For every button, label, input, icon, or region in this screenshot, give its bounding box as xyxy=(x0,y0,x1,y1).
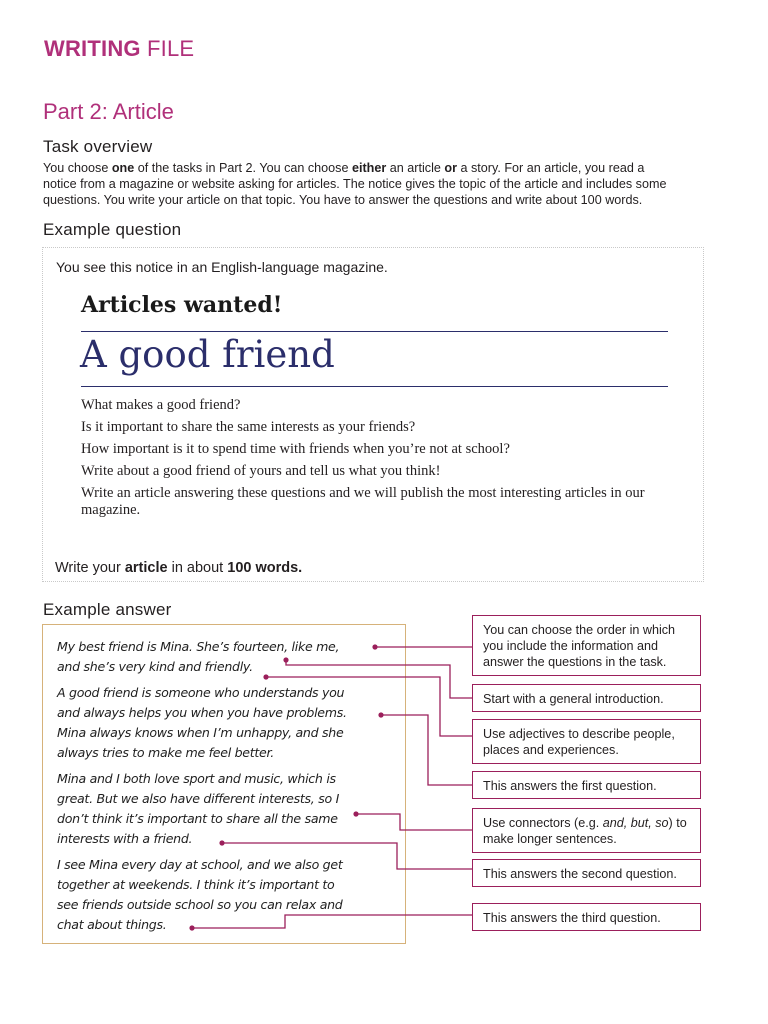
connector-line xyxy=(356,814,472,830)
annotation-note: Start with a general introduction. xyxy=(472,684,701,712)
annotation-note: This answers the second question. xyxy=(472,859,701,887)
connector-line xyxy=(381,715,472,785)
annotation-note: Use connectors (e.g. and, but, so) to make longer sentences. xyxy=(472,808,701,853)
notice-question: How important is it to spend time with friends when you’re not at school? xyxy=(81,441,510,457)
answer-line: Mina always knows when I’m unhappy, and she xyxy=(57,725,344,740)
answer-line: and always helps you when you have problems. xyxy=(57,705,347,720)
notice-question: Write about a good friend of yours and tell us what you think! xyxy=(81,463,441,479)
header-bold: WRITING xyxy=(44,36,141,61)
example-question-heading: Example question xyxy=(43,220,182,239)
connector-line xyxy=(266,677,472,736)
notice-title: A good friend xyxy=(80,333,335,376)
answer-line: see friends outside school so you can relax and xyxy=(57,897,343,912)
notice-intro: You see this notice in an English-language magazine. xyxy=(56,259,388,275)
answer-line: always tries to make me feel better. xyxy=(57,745,274,760)
answer-line: chat about things. xyxy=(57,917,167,932)
notice-question: Write an article answering these questions and we will publish the most interesting articles in our magazine. xyxy=(81,485,645,518)
task-overview-text: You choose one of the tasks in Part 2. You can choose either an article or a story. For an article, you read a notice from a magazine or website asking for articles. The notice gives the topic of the article and includes some questions. You write your article on that topic. You have to answer the questions and write about 100 words. xyxy=(43,161,667,207)
answer-line: don’t think it’s important to share all the same xyxy=(57,811,338,826)
answer-line: I see Mina every day at school, and we also get xyxy=(57,857,343,872)
annotation-note: This answers the first question. xyxy=(472,771,701,799)
notice-question: What makes a good friend? xyxy=(81,397,241,413)
connector-line xyxy=(286,660,472,698)
answer-line: interests with a friend. xyxy=(57,831,193,846)
connector-dot xyxy=(372,644,377,649)
annotation-note: Use adjectives to describe people, places and experiences. xyxy=(472,719,701,764)
connector-dot xyxy=(353,811,358,816)
instruction-text: Write your article in about 100 words. xyxy=(55,560,303,576)
answer-line: A good friend is someone who understands you xyxy=(57,685,345,700)
page-title: Part 2: Article xyxy=(43,99,174,124)
connector-dot xyxy=(219,840,224,845)
annotation-note: This answers the third question. xyxy=(472,903,701,931)
notice-question: Is it important to share the same interests as your friends? xyxy=(81,419,416,435)
answer-line: great. But we also have different interests, so I xyxy=(57,791,339,806)
example-answer-heading: Example answer xyxy=(43,600,172,619)
connector-dot xyxy=(378,712,383,717)
connector-line xyxy=(222,843,472,869)
connector-line xyxy=(192,915,472,928)
answer-line: Mina and I both love sport and music, which is xyxy=(57,771,336,786)
notice-heading: Articles wanted! xyxy=(81,292,283,318)
connector-dot xyxy=(263,674,268,679)
answer-line: My best friend is Mina. She’s fourteen, like me, xyxy=(57,639,340,654)
answer-line: and she’s very kind and friendly. xyxy=(57,659,253,674)
header-light: FILE xyxy=(147,36,195,61)
annotation-note: You can choose the order in which you include the information and answer the questions in the task. xyxy=(472,615,701,676)
answer-line: together at weekends. I think it’s important to xyxy=(57,877,335,892)
connector-dot xyxy=(189,925,194,930)
connector-dot xyxy=(283,657,288,662)
task-overview-heading: Task overview xyxy=(43,137,153,156)
